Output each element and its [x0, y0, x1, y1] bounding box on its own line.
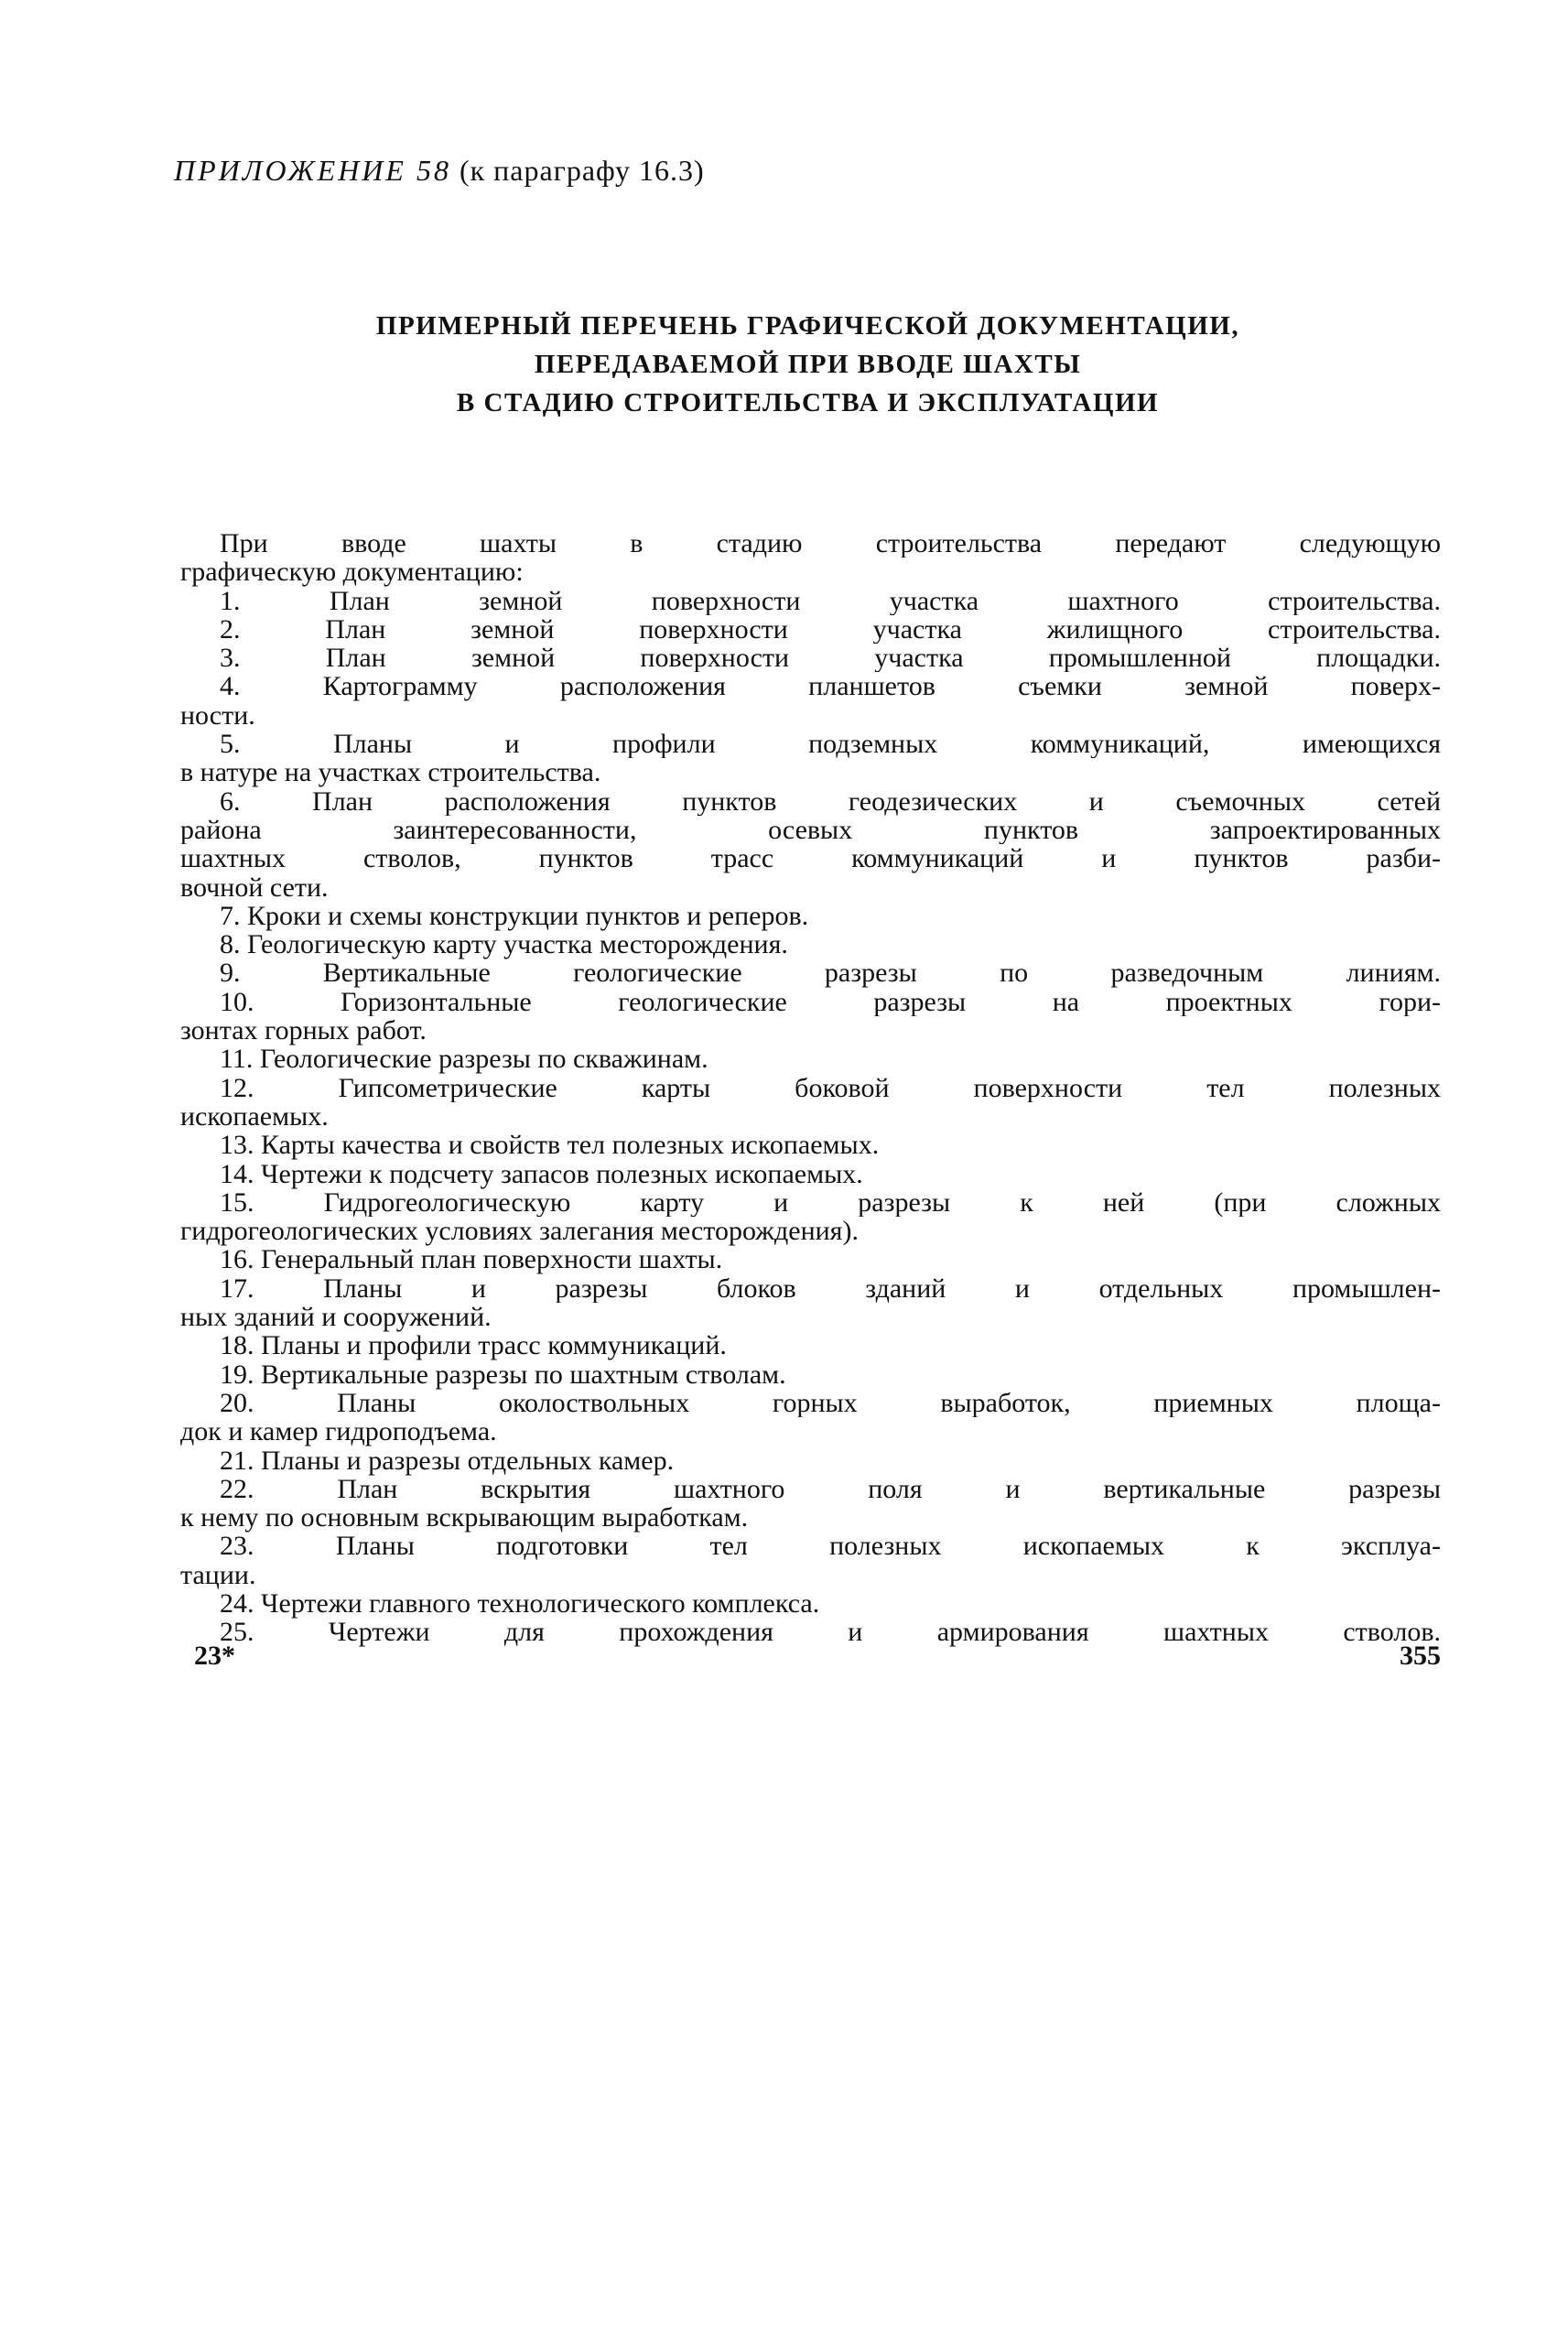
- text-line: 13. Карты качества и свойств тел полезных ископаемых.: [220, 1130, 880, 1161]
- text-line: 3. План земной поверхности участка промышленной площадки.: [220, 644, 1441, 673]
- text-line: 10. Горизонтальные геологические разрезы на проектных гори-: [220, 987, 1441, 1017]
- page-footer: [194, 1641, 1441, 1672]
- list-item: [180, 1475, 1441, 1533]
- text-line: тации.: [180, 1559, 256, 1590]
- list-item: [180, 644, 1441, 672]
- list-item: [180, 672, 1441, 730]
- text-line: 22. План вскрытия шахтного поля и вертикальные разрезы: [220, 1474, 1441, 1504]
- text-line: шахтных стволов, пунктов трасс коммуникаций и пунктов разби-: [180, 844, 1441, 873]
- list-item: [180, 902, 1441, 930]
- appendix-label: ПРИЛОЖЕНИЕ 58: [174, 154, 451, 187]
- text-line: вочной сети.: [180, 872, 329, 903]
- text-line: 14. Чертежи к подсчету запасов полезных ископаемых.: [220, 1158, 863, 1189]
- text-line: 11. Геологические разрезы по скважинам.: [220, 1044, 708, 1075]
- title-line: ПРИМЕРНЫЙ ПЕРЕЧЕНЬ ГРАФИЧЕСКОЙ ДОКУМЕНТАЦИИ,: [375, 311, 1240, 341]
- list-item: [180, 988, 1441, 1045]
- text-line: 15. Гидрогеологическую карту и разрезы к ней (при сложных: [220, 1187, 1441, 1218]
- text-line: 8. Геологическую карту участка месторождения.: [220, 929, 788, 960]
- text-line: к нему по основным вскрывающим выработкам.: [180, 1502, 749, 1533]
- text-line: 16. Генеральный план поверхности шахты.: [220, 1244, 723, 1275]
- list-item: [180, 587, 1441, 615]
- text-line: гидрогеологических условиях залегания месторождения).: [180, 1216, 859, 1247]
- text-line: При вводе шахты в стадию строительства передают следующую: [220, 529, 1441, 558]
- list-item: [180, 1245, 1441, 1273]
- paragraph-reference: (к параграфу 16.3): [459, 154, 705, 187]
- intro-paragraph: [180, 529, 1441, 587]
- text-line: 19. Вертикальные разрезы по шахтным стволам.: [220, 1359, 786, 1390]
- list-item: [180, 1446, 1441, 1475]
- text-line: графическую документацию:: [180, 557, 524, 588]
- title-line: ПЕРЕДАВАЕМОЙ ПРИ ВВОДЕ ШАХТЫ: [534, 350, 1082, 379]
- text-line: 24. Чертежи главного технологического комплекса.: [220, 1587, 820, 1619]
- text-line: в натуре на участках строительства.: [180, 757, 601, 788]
- text-line: 6. План расположения пунктов геодезических и съемочных сетей: [220, 786, 1441, 816]
- list-item: [180, 1074, 1441, 1132]
- text-line: 5. Планы и профили подземных коммуникаций, имеющихся: [220, 730, 1441, 759]
- text-line: зонтах горных работ.: [180, 1015, 427, 1046]
- text-line: 12. Гипсометрические карты боковой поверхности тел полезных: [220, 1073, 1441, 1102]
- text-line: 17. Планы и разрезы блоков зданий и отдельных промышлен-: [220, 1273, 1441, 1304]
- list-item: [180, 615, 1441, 644]
- text-line: 9. Вертикальные геологические разрезы по разведочным линиям.: [220, 959, 1441, 988]
- signature-mark: 23*: [194, 1641, 235, 1671]
- text-line: 25. Чертежи для прохождения и армирования шахтных стволов.: [220, 1618, 1441, 1647]
- list-item: [180, 1360, 1441, 1389]
- list-item: [180, 1589, 1441, 1618]
- list-item: [180, 1160, 1441, 1188]
- list-item: [180, 1389, 1441, 1446]
- page-number: 355: [1400, 1641, 1441, 1671]
- list-item: [180, 959, 1441, 987]
- list-item: [180, 1331, 1441, 1359]
- text-line: 7. Кроки и схемы конструкции пунктов и реперов.: [220, 900, 809, 931]
- list-item: [180, 1131, 1441, 1159]
- document-title: [174, 307, 1442, 422]
- list-item: [180, 1532, 1441, 1589]
- text-line: 23. Планы подготовки тел полезных ископаемых к эксплуа-: [220, 1532, 1441, 1561]
- list-item: [180, 730, 1441, 787]
- list-item: [180, 787, 1441, 902]
- list-item: [180, 1274, 1441, 1332]
- text-line: 20. Планы околоствольных горных выработок, приемных площа-: [220, 1388, 1441, 1418]
- title-line: В СТАДИЮ СТРОИТЕЛЬСТВА И ЭКСПЛУАТАЦИИ: [456, 388, 1160, 417]
- text-line: 2. План земной поверхности участка жилищного строительства.: [220, 614, 1441, 645]
- text-line: 1. План земной поверхности участка шахтного строительства.: [220, 586, 1441, 615]
- list-item: [180, 1045, 1441, 1073]
- text-line: 4. Картограмму расположения планшетов съемки земной поверх-: [220, 672, 1441, 701]
- appendix-header: [174, 154, 705, 188]
- list-item: [180, 930, 1441, 959]
- list-item: [180, 1188, 1441, 1246]
- document-body: [180, 529, 1441, 1647]
- text-line: 21. Планы и разрезы отдельных камер.: [220, 1445, 675, 1476]
- text-line: 18. Планы и профили трасс коммуникаций.: [220, 1330, 727, 1361]
- text-line: ных зданий и сооружений.: [180, 1302, 492, 1333]
- text-line: ности.: [180, 699, 255, 731]
- text-line: док и камер гидроподъема.: [180, 1416, 497, 1447]
- text-line: ископаемых.: [180, 1100, 329, 1132]
- text-line: района заинтересованности, осевых пунктов запроектированных: [180, 815, 1441, 845]
